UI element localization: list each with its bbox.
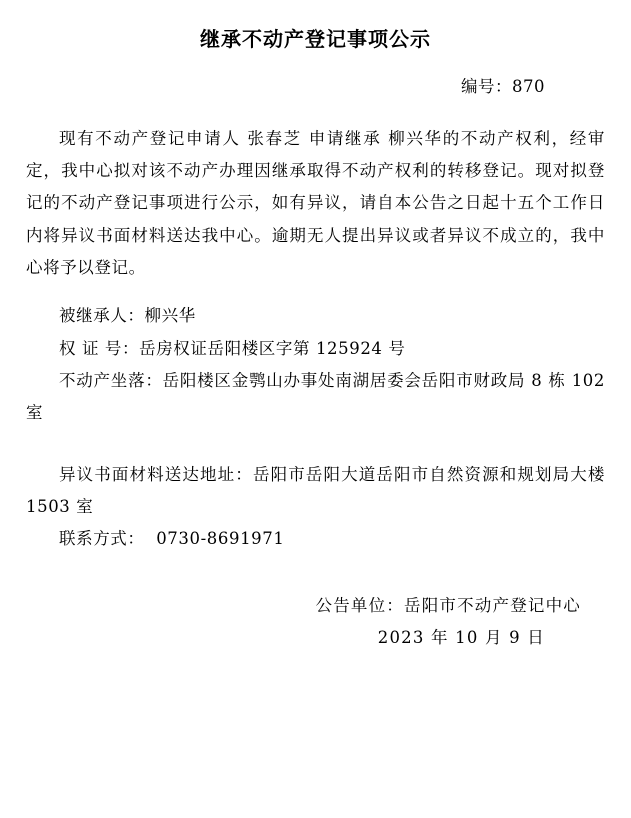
issuer-label: 公告单位： xyxy=(315,595,404,615)
issue-date: 2023 年 10 月 9 日 xyxy=(377,627,545,647)
field-value-decedent: 柳兴华 xyxy=(144,306,196,326)
field-row-location xyxy=(26,365,605,429)
serial-number-row xyxy=(26,73,605,97)
notice-label-contact: 联系方式： xyxy=(59,529,145,549)
notice-list xyxy=(26,459,605,556)
issuer-row xyxy=(26,590,605,622)
field-label-certificate: 权 证 号： xyxy=(59,338,140,358)
issuer-name: 岳阳市不动产登记中心 xyxy=(404,595,581,615)
field-value-certificate: 岳房权证岳阳楼区字第 125924 号 xyxy=(139,338,406,358)
field-list xyxy=(26,300,605,429)
page-title: 继承不动产登记事项公示 xyxy=(200,27,431,51)
notice-value-contact: 0730-8691971 xyxy=(156,529,285,549)
notice-row-address xyxy=(26,459,605,523)
notice-row-contact xyxy=(26,523,605,555)
serial-number-value: 870 xyxy=(512,77,545,96)
notice-value-address: 岳阳市岳阳大道岳阳市自然资源和规划局大楼 1503 室 xyxy=(26,465,606,517)
body-paragraph: 现有不动产登记申请人 张春芝 申请继承 柳兴华的不动产权利，经审定，我中心拟对该不动产办理因继承取得不动产权利的转移登记。现对拟登记的不动产登记事项进行公示，如有异议，请自本公告之日起十五个工作日内将异议书面材料送达我中心。逾期无人提出异议或者异议不成立的，我中心将予以登记。 xyxy=(26,129,605,277)
notice-label-address: 异议书面材料送达地址： xyxy=(59,465,253,485)
document-page xyxy=(0,27,631,818)
field-row-certificate xyxy=(26,333,605,365)
field-row-decedent xyxy=(26,300,605,332)
field-label-decedent: 被继承人： xyxy=(59,306,145,326)
field-label-location: 不动产坐落： xyxy=(59,370,163,390)
field-value-location: 岳阳楼区金鹗山办事处南湖居委会岳阳市财政局 8 栋 102 室 xyxy=(26,370,605,422)
serial-number-label: 编号： xyxy=(461,77,512,96)
